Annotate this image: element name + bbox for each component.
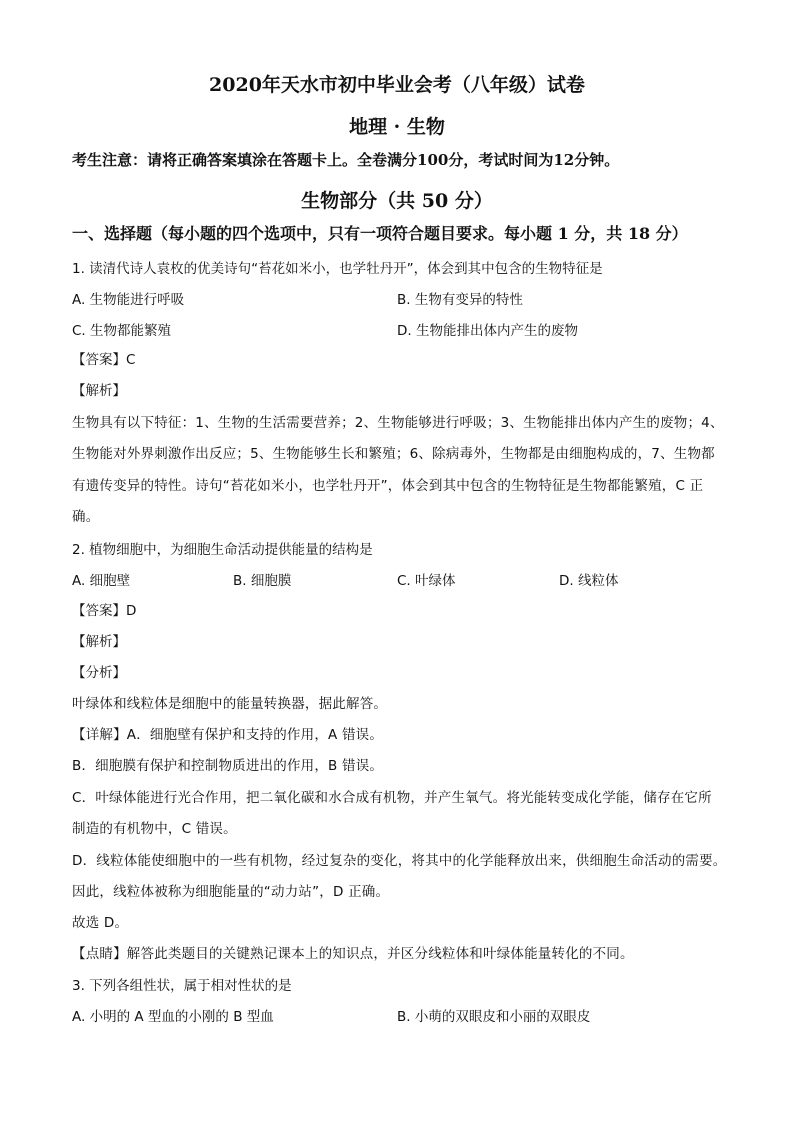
question-1-option-a: A. 生物能进行呼吸: [72, 292, 185, 308]
question-2-analysis-line: 制造的有机物中，C 错误。: [72, 821, 237, 837]
exam-notice: 考生注意：请将正确答案填涂在答题卡上。全卷满分100分，考试时间为12分钟。: [72, 151, 620, 169]
question-2-option-c: C. 叶绿体: [397, 573, 456, 589]
question-2-analysis-line: B．细胞膜有保护和控制物质进出的作用，B 错误。: [72, 758, 384, 774]
question-2-option-a: A. 细胞壁: [72, 573, 131, 589]
question-3-stem: 3. 下列各组性状，属于相对性状的是: [72, 978, 292, 994]
question-2-answer: 【答案】D: [72, 603, 137, 619]
question-2-analysis-line: 【点睛】解答此类题目的关键熟记课本上的知识点，并区分线粒体和叶绿体能量转化的不同。: [72, 946, 634, 962]
part-title: 生物部分（共 50 分）: [301, 190, 493, 212]
question-1-analysis-line: 确。: [72, 509, 100, 525]
question-2-option-d: D. 线粒体: [559, 573, 619, 589]
question-1-analysis-line: 有遗传变异的特性。诗句“苔花如米小，也学牡丹开”，体会到其中包含的生物特征是生物都能繁殖，C 正: [72, 478, 704, 494]
question-2-analysis-line: 因此，线粒体被称为细胞能量的“动力站”，D 正确。: [72, 884, 390, 900]
question-1-analysis-tag: 【解析】: [72, 383, 126, 399]
question-1-analysis-line: 生物具有以下特征：1、生物的生活需要营养；2、生物能够进行呼吸；3、生物能排出体内产生的废物；4、: [72, 415, 724, 431]
question-3-option-b: B. 小萌的双眼皮和小丽的双眼皮: [397, 1009, 591, 1025]
exam-title: 2020年天水市初中毕业会考（八年级）试卷: [209, 74, 585, 96]
question-1-option-c: C. 生物都能繁殖: [72, 323, 172, 339]
question-2-analysis-line: 【详解】A．细胞壁有保护和支持的作用，A 错误。: [72, 727, 384, 743]
question-2-analysis-line: C．叶绿体能进行光合作用，把二氧化碳和水合成有机物，并产生氧气。将光能转变成化学能，储存在它所: [72, 790, 712, 806]
question-2-analysis-line: D．线粒体能使细胞中的一些有机物，经过复杂的变化，将其中的化学能释放出来，供细胞生命活动的需要。: [72, 853, 727, 869]
question-2-analysis-line: 叶绿体和线粒体是细胞中的能量转换器，据此解答。: [72, 696, 388, 712]
question-2-analysis-subtag: 【分析】: [72, 665, 126, 681]
question-3-option-a: A. 小明的 A 型血的小刚的 B 型血: [72, 1009, 274, 1025]
question-2-analysis-tag: 【解析】: [72, 634, 126, 650]
exam-subtitle: 地理 · 生物: [349, 116, 445, 138]
question-1-option-b: B. 生物有变异的特性: [397, 292, 523, 308]
question-1-stem: 1. 读清代诗人袁枚的优美诗句“苔花如米小，也学牡丹开”，体会到其中包含的生物特征是: [72, 261, 603, 277]
question-2-option-b: B. 细胞膜: [233, 573, 292, 589]
question-2-stem: 2. 植物细胞中，为细胞生命活动提供能量的结构是: [72, 542, 373, 558]
section-title: 一、选择题（每小题的四个选项中，只有一项符合题目要求。每小题 1 分，共 18 分）: [72, 224, 688, 243]
question-1-answer: 【答案】C: [72, 352, 136, 368]
question-2-analysis-line: 故选 D。: [72, 915, 129, 931]
question-1-option-d: D. 生物能排出体内产生的废物: [397, 323, 578, 339]
question-1-analysis-line: 生物能对外界刺激作出反应；5、生物能够生长和繁殖；6、除病毒外，生物都是由细胞构成的，7、生物都: [72, 446, 715, 462]
